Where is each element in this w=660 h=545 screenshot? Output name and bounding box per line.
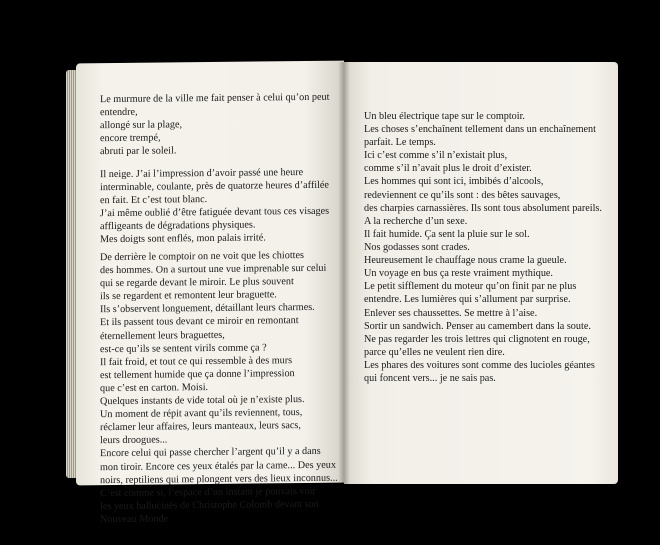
right-paragraph-2: Il fait humide. Ça sent la pluie sur le sol. Nos godasses sont crades. Heureusement le chauffage nous crame la gueule. Un voyage en bus ça reste vraiment mythique. Le petit sifflement du moteur qu’on finit par ne plus entendre. Les lumières qui s’allument par surprise. Enlever ses chaussettes. Se mettre à l’aise. Sortir un sandwich. Penser au camembert dans la soute. Ne pas regarder les trois lettres qui clignotent en rouge, parce qu’elles ne veulent rien dire. Les phares des voitures sont comme des lucioles géantes qui foncent vers... je ne sais pas. <box>364 229 595 385</box>
left-paragraph-1: Le murmure de la ville me fait penser à celui qu’on peut entendre, allongé sur la plage, encore trempé, abruti par le soleil. <box>100 91 330 158</box>
right-page <box>344 62 618 484</box>
left-page <box>76 61 344 526</box>
left-paragraph-3: De derrière le comptoir on ne voit que les chiottes des hommes. On a surtout une vue imprenable sur celui qui se regarde devant le miroir. Le plus souvent ils se regardent et remontent leur braguette. Ils s’observent longuement, détaillant leurs charmes. Et ils passent tous devant ce miroir en remontant éternellement leurs braguettes, est-ce qu’ils se sentent virils comme ça ? Il fait froid, et tout ce qui ressemble à des murs est tellement humide que ça donne l’impression que c’est en carton. Moisi. Quelques instants de vide total où je n’existe plus. Un moment de répit avant qu’ils reviennent, tous, réclamer leur affaires, leurs manteaux, leurs sacs, leurs droogues... Encore celui qui passe chercher l’argent qu’il y a dans mon tiroir. Encore ces yeux étalés par la came... Des yeux noirs, reptiliens qui me plongent vers des lieux inconnus... C’est comme si, l’espace d’un instant je pouvais voir les yeux hallucinés de Christophe Colomb devant son Nouveau Monde <box>100 250 338 526</box>
open-book <box>70 62 622 526</box>
right-paragraph-1: Un bleu électrique tape sur le comptoir. Les choses s’enchaînent tellement dans un enchaînement parfait. Le temps. Ici c’est comme s’il n’existait plus, comme s’il n’avait plus le droit d’exister. Les hommes qui sont ici, imbibés d’alcools, redeviennent ce qu’ils sont : des bêtes sauvages, des charpies carnassières. Ils sont tous absolument pareils. A la recherche d’un sexe. <box>364 111 602 227</box>
left-paragraph-2: Il neige. J’ai l’impression d’avoir passé une heure interminable, coulante, près de quatorze heures d’affilée en fait. Et c’est tout blanc. J’ai même oublié d’être fatiguée devant tous ces visages affligeants de dégradations physiques. Mes doigts sont enflés, mon palais irrité. <box>100 167 330 246</box>
book-gutter <box>338 62 350 486</box>
